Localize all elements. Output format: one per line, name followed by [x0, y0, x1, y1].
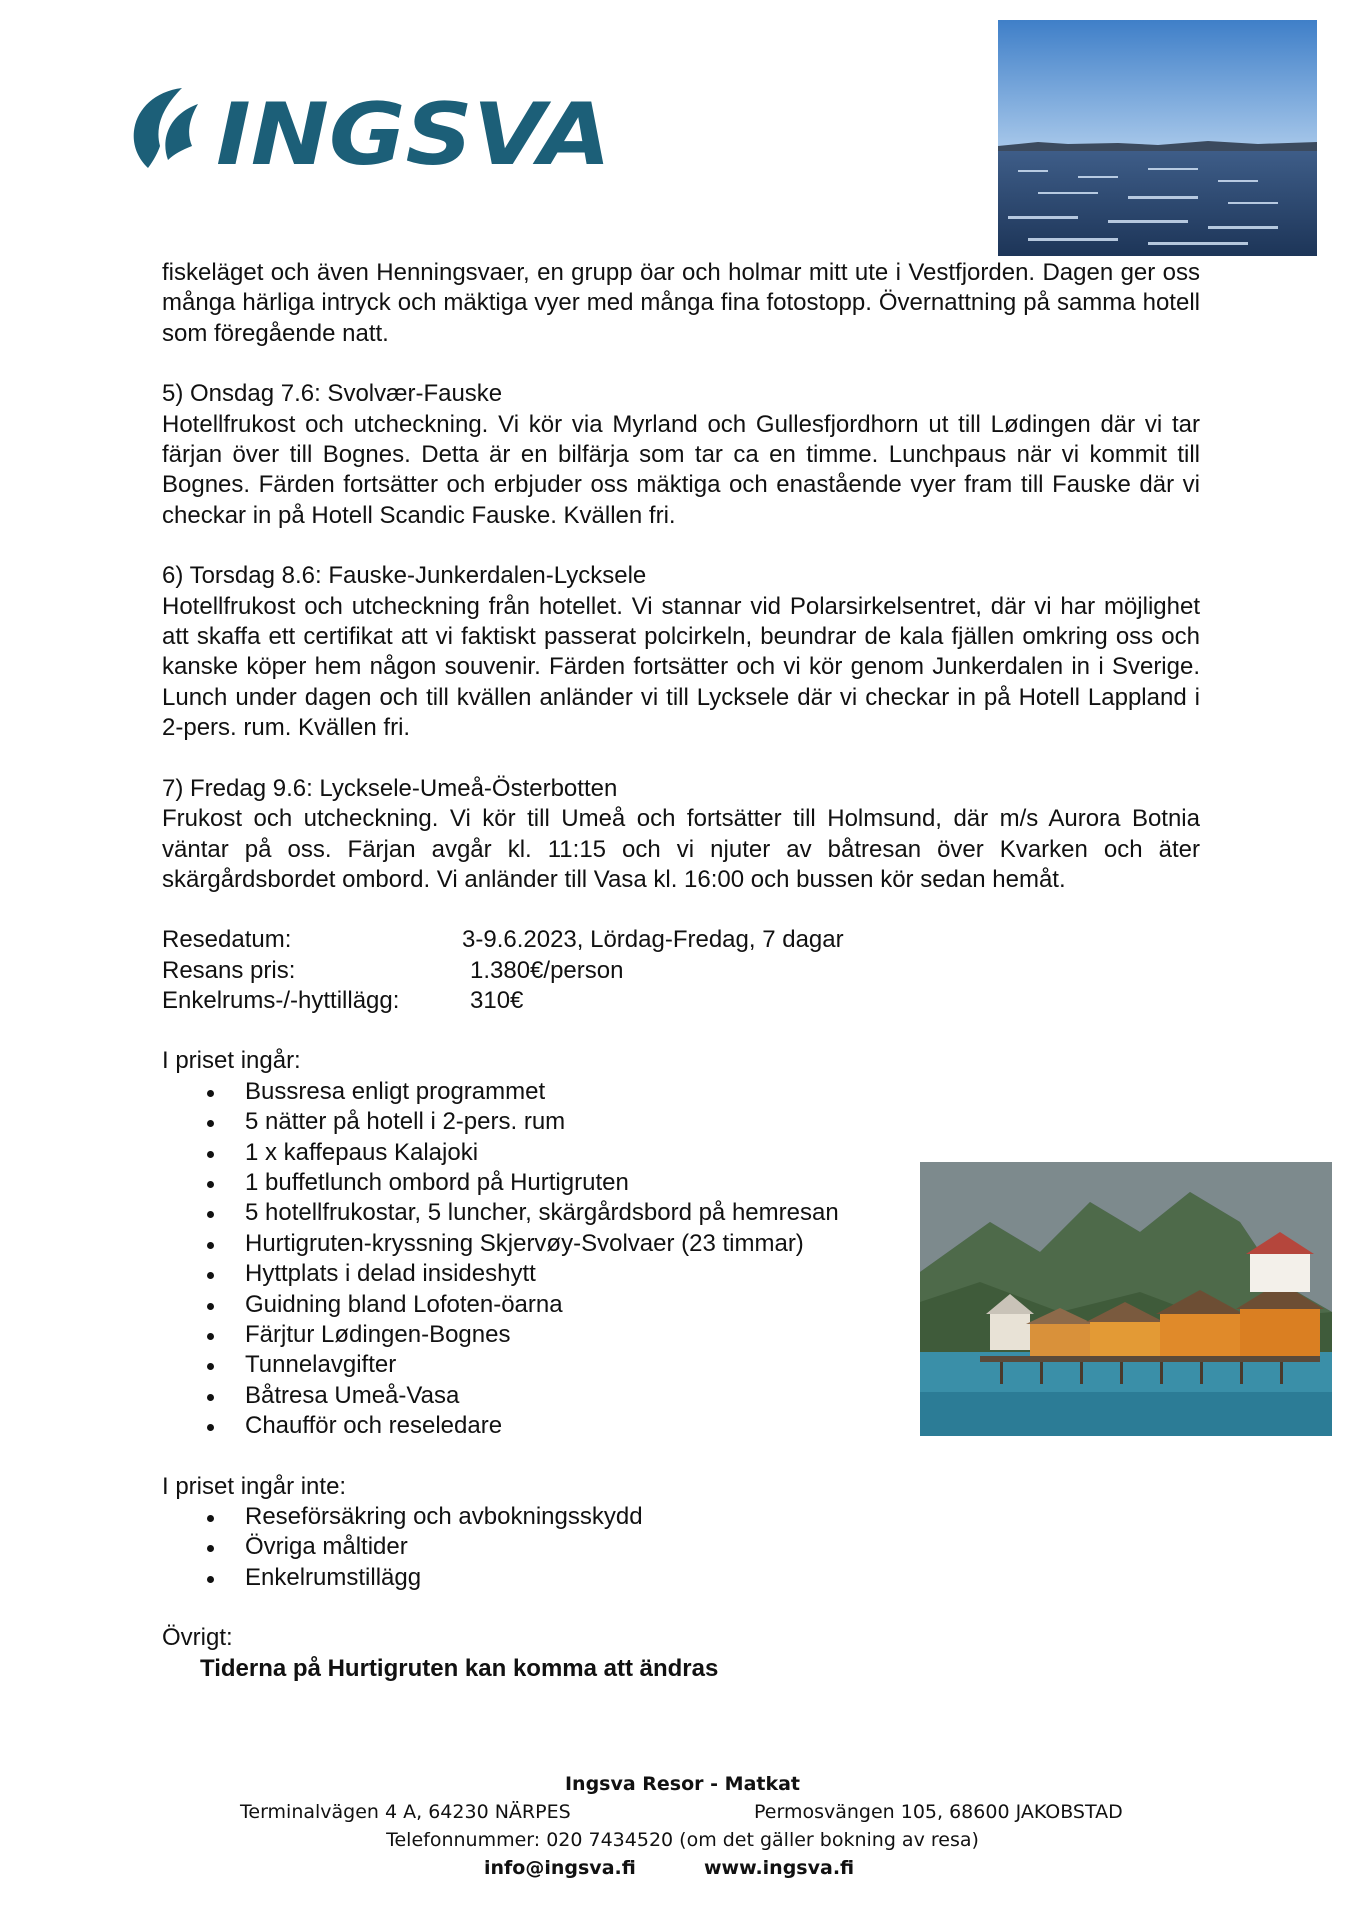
- included-heading: I priset ingår:: [162, 1047, 301, 1075]
- list-item: Båtresa Umeå-Vasa: [162, 1381, 1200, 1411]
- day-text: Hotellfrukost och utcheckning. Vi kör via Myrland och Gullesfjordhorn ut till Lødingen där vi tar färjan över till Bognes. Detta är en bilfärja som tar ca en timme. Lunchpaus när vi kommit till Bognes. Färden fortsätter och erbjuder oss mäktiga och enastående vyer fram till Fauske där vi checkar in på Hotell Scandic Fauske. Kvällen fri.: [162, 410, 1200, 529]
- not-included-heading: I priset ingår inte:: [162, 1472, 347, 1500]
- list-item: 5 nätter på hotell i 2-pers. rum: [162, 1107, 1200, 1137]
- not-included-list: [162, 1502, 1200, 1593]
- list-item: 1 buffetlunch ombord på Hurtigruten: [162, 1168, 1200, 1198]
- list-item: Reseförsäkring och avbokningsskydd: [162, 1502, 1200, 1532]
- list-item: Chaufför och reseledare: [162, 1411, 1200, 1441]
- day-heading: 7) Fredag 9.6: Lycksele-Umeå-Österbotten: [162, 774, 618, 802]
- single-supplement-label: Enkelrums-/-hyttillägg:: [162, 987, 400, 1015]
- footer-company: Ingsva Resor - Matkat: [564, 1773, 801, 1795]
- date-value: 3-9.6.2023, Lördag-Fredag, 7 dagar: [462, 926, 844, 954]
- list-item: Enkelrumstillägg: [162, 1563, 1200, 1593]
- price-value: 1.380€/person: [470, 956, 624, 984]
- list-item: 1 x kaffepaus Kalajoki: [162, 1138, 1200, 1168]
- logo-swoosh-icon: [134, 88, 198, 168]
- date-label: Resedatum:: [162, 926, 292, 954]
- list-item: Färjtur Lødingen-Bognes: [162, 1320, 1200, 1350]
- trip-info: [162, 925, 1200, 1016]
- price-label: Resans pris:: [162, 956, 296, 984]
- day-heading: 6) Torsdag 8.6: Fauske-Junkerdalen-Lycksele: [162, 562, 647, 590]
- list-item: Tunnelavgifter: [162, 1350, 1200, 1380]
- day-text: Frukost och utcheckning. Vi kör till Umeå och fortsätter till Holmsund, där m/s Aurora Botnia väntar på oss. Färjan avgår kl. 11:15 och vi njuter av båtresan över Kvarken och äter skärgårdsbordet ombord. Vi anländer till Vasa kl. 16:00 och bussen kör sedan hemåt.: [162, 805, 1200, 893]
- list-item: Hyttplats i delad insideshytt: [162, 1259, 1200, 1289]
- list-item: Hurtigruten-kryssning Skjervøy-Svolvaer (23 timmar): [162, 1229, 1200, 1259]
- page-footer: [0, 1770, 1365, 1882]
- ingsva-logo: [120, 80, 620, 180]
- lofoten-photo: [920, 1162, 1332, 1436]
- footer-email-link[interactable]: info@ingsva.fi: [484, 1857, 636, 1879]
- footer-address-narpes: Terminalvägen 4 A, 64230 NÄRPES: [240, 1801, 571, 1823]
- footer-address-jakobstad: Permosvängen 105, 68600 JAKOBSTAD: [754, 1801, 1123, 1823]
- day-text: Hotellfrukost och utcheckning från hotellet. Vi stannar vid Polarsirkelsentret, där vi har möjlighet att skaffa ett certifikat att vi faktiskt passerat polcirkeln, beundrar de kala fjällen omkring oss och kanske köper hem någon souvenir. Färden fortsätter och vi kör genom Junkerdalen in i Sverige. Lunch under dagen och till kvällen anländer vi till Lycksele där vi checkar in på Hotell Lappland i 2-pers. rum. Kvällen fri.: [162, 592, 1200, 742]
- logo-wordmark: INGSVA: [216, 85, 611, 180]
- list-item: Bussresa enligt programmet: [162, 1077, 1200, 1107]
- sea-photo: [998, 20, 1317, 256]
- list-item: Övriga måltider: [162, 1532, 1200, 1562]
- other-heading: Övrigt:: [162, 1624, 233, 1652]
- other-note: Tiderna på Hurtigruten kan komma att ändras: [200, 1654, 719, 1682]
- intro-paragraph: fiskeläget och även Henningsvaer, en grupp öar och holmar mitt ute i Vestfjorden. Dagen ger oss många härliga intryck och mäktiga vyer med många fina fotostopp. Övernattning på samma hotell som föregående natt.: [162, 259, 1200, 347]
- single-supplement-value: 310€: [470, 987, 524, 1015]
- footer-phone: Telefonnummer: 020 7434520 (om det gäller bokning av resa): [386, 1829, 979, 1851]
- day-heading: 5) Onsdag 7.6: Svolvær-Fauske: [162, 380, 503, 408]
- itinerary-content: [162, 258, 1200, 1684]
- list-item: 5 hotellfrukostar, 5 luncher, skärgårdsbord på hemresan: [162, 1198, 1200, 1228]
- footer-web-link[interactable]: www.ingsva.fi: [704, 1857, 855, 1879]
- list-item: Guidning bland Lofoten-öarna: [162, 1290, 1200, 1320]
